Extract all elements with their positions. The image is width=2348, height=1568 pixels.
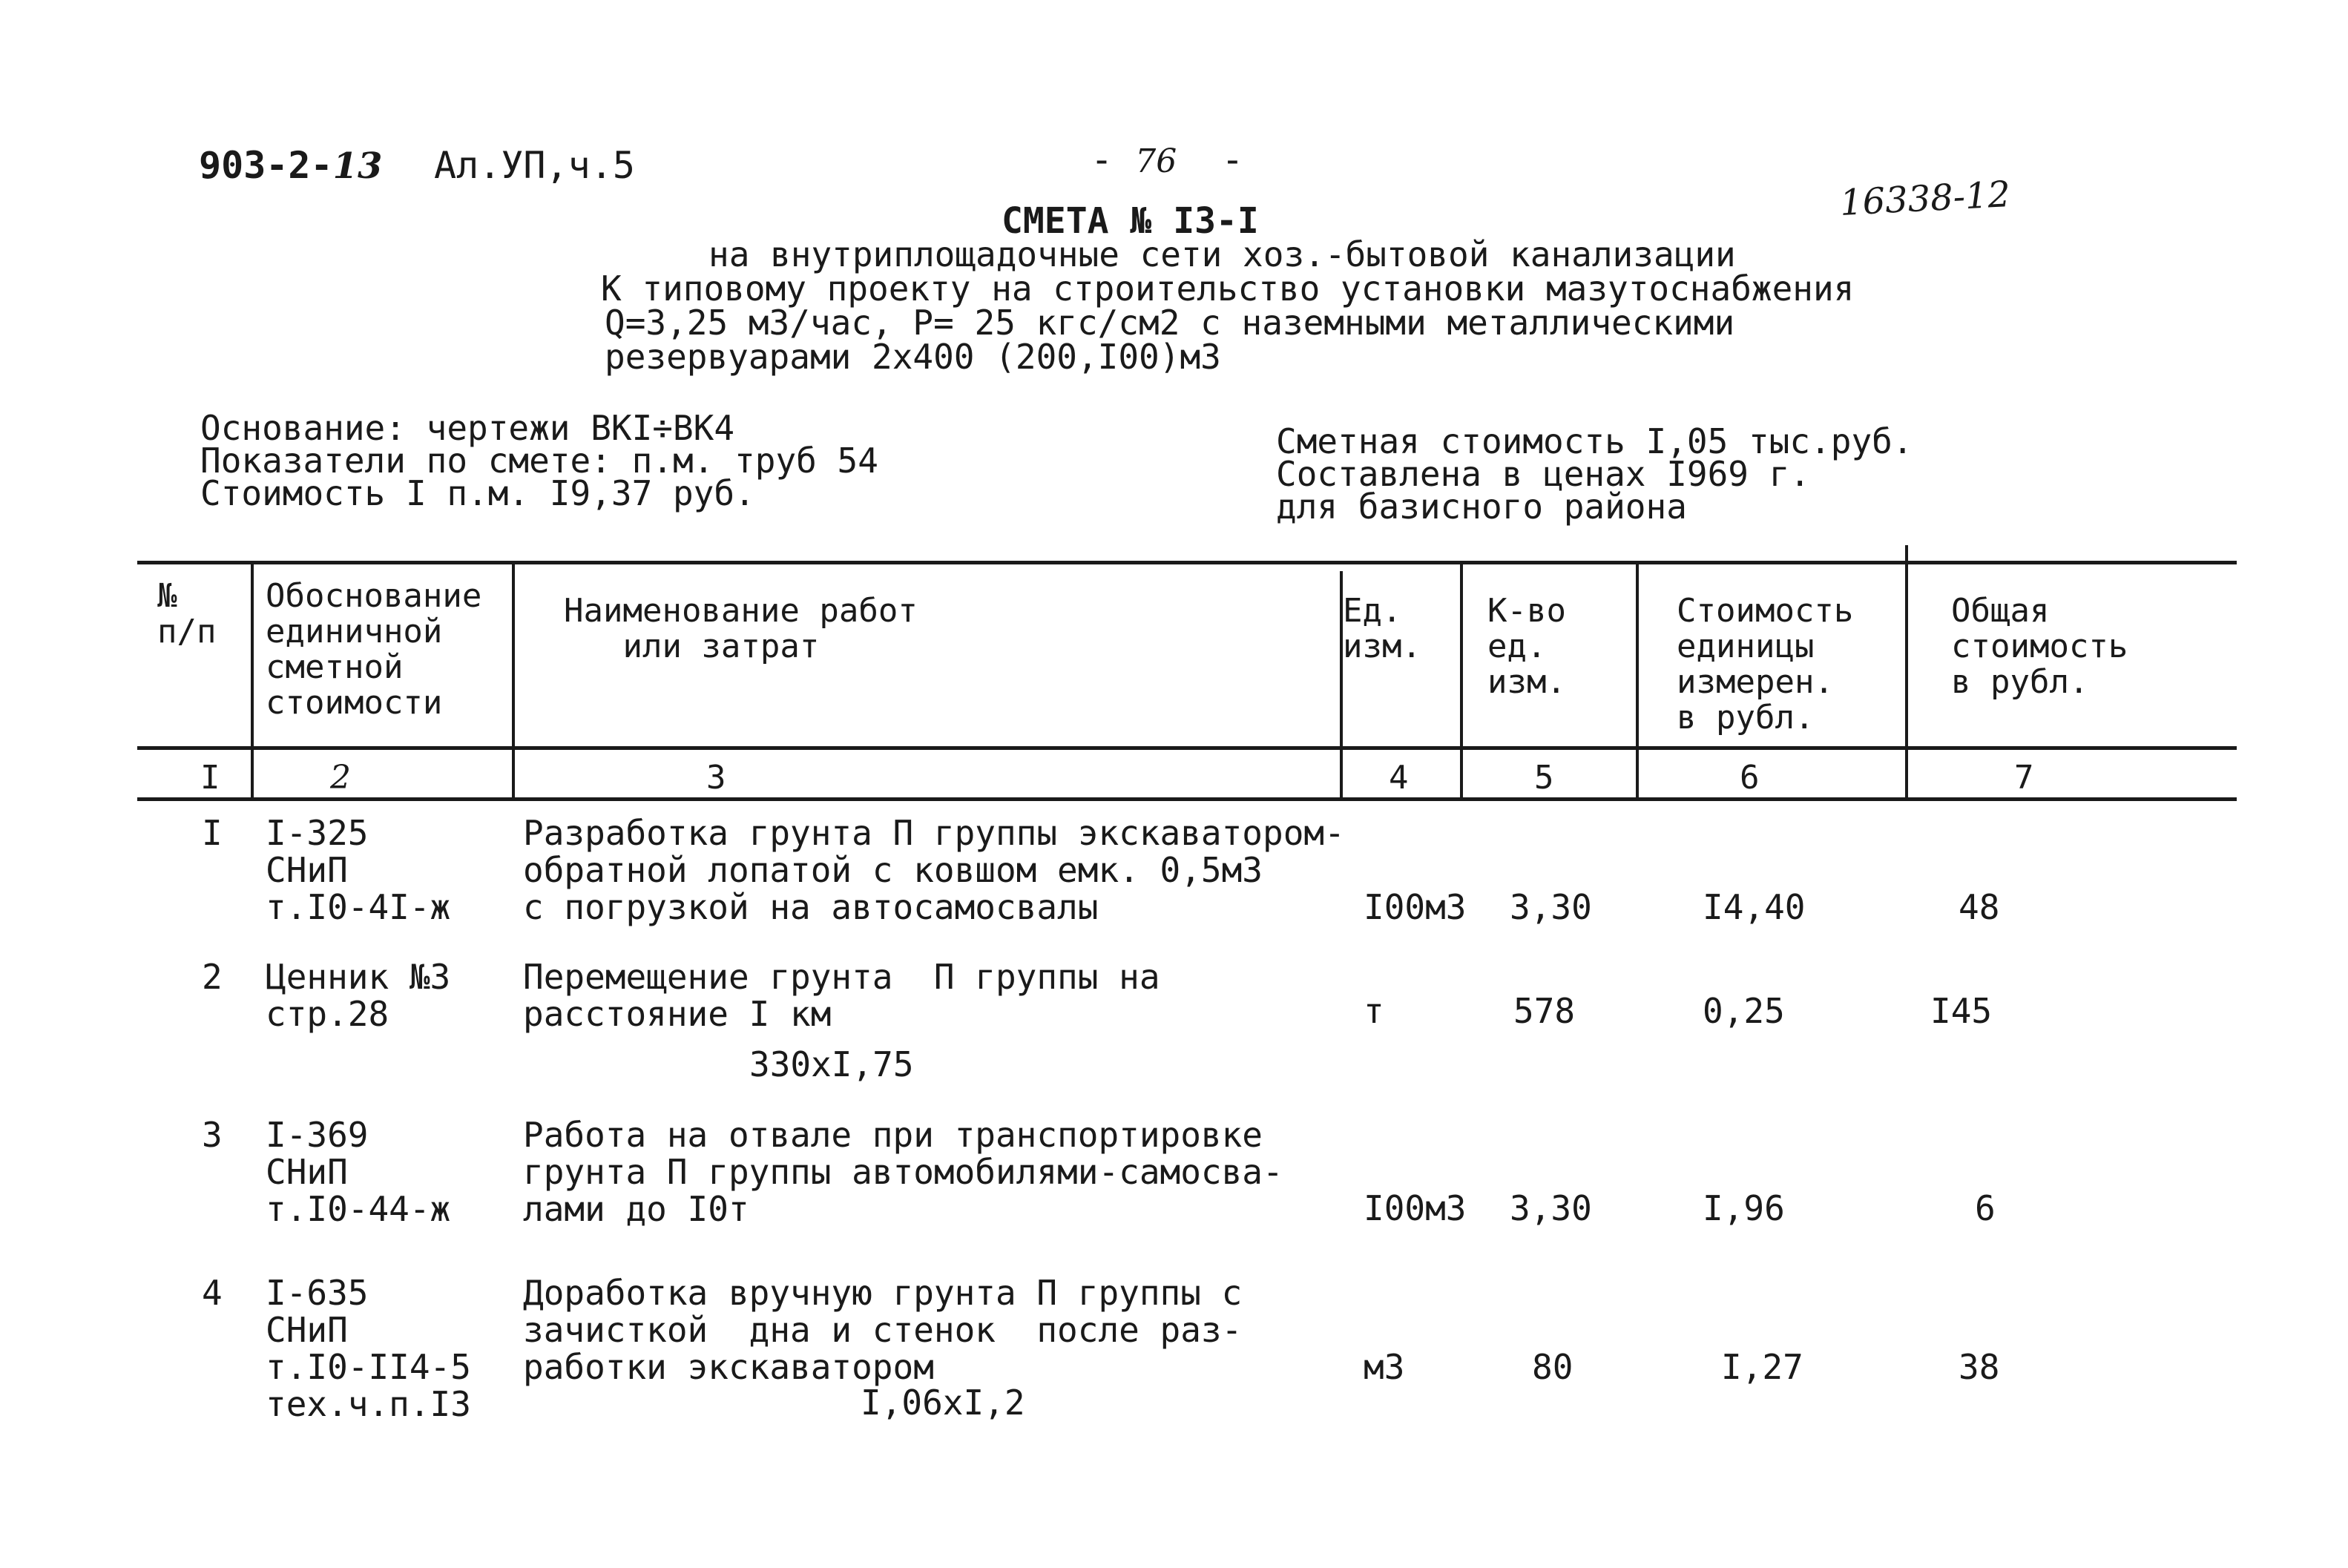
title-line-2: К типовому проекту на строительство установки мазутоснабжения (601, 269, 1855, 309)
header-total-cost: Общая стоимость в рубл. (1951, 592, 2128, 701)
page-number: - 76 - (1091, 138, 1244, 181)
title-line-4: резервуарами 2х400 (200,I00)м3 (605, 337, 1221, 377)
column-number-2: 2 (330, 759, 351, 797)
doc-code-prefix: 903-2- (199, 144, 333, 187)
row-work-name: Работа на отвале при транспортировке грунта П группы автомобилями-самосва- лами до I0т (523, 1115, 1283, 1229)
page-number-value: 76 (1135, 142, 1177, 180)
price-year: Составлена в ценах I969 г. (1276, 454, 1811, 494)
row-total: 38 (1959, 1347, 2000, 1387)
header-quantity: К-во ед. изм. (1487, 592, 1566, 701)
indicators-info: Показатели по смете: п.м. труб 54 (200, 441, 878, 481)
base-region: для базисного района (1276, 487, 1687, 527)
row-number: 3 (202, 1115, 223, 1155)
row-unit: т (1364, 991, 1384, 1031)
column-number-5: 5 (1534, 759, 1554, 797)
col-divider-1 (251, 561, 254, 801)
estimated-cost: Сметная стоимость I,05 тыс.руб. (1276, 421, 1913, 461)
header-work-name: Наименование работ или затрат (564, 592, 918, 665)
row-unit: I00м3 (1364, 887, 1467, 927)
title-line-3: Q=3,25 м3/час, P= 25 кгс/см2 с наземными металлическими (605, 303, 1735, 343)
table-header-rule (137, 746, 2237, 750)
row-total: 48 (1959, 887, 2000, 927)
column-number-1: I (200, 759, 220, 797)
row-basis: Ценник №3 стр.28 (266, 957, 451, 1034)
header-unit: Ед. изм. (1343, 592, 1421, 665)
row-number: 4 (202, 1273, 223, 1313)
col-divider-5 (1636, 561, 1639, 801)
row-number: 2 (202, 957, 223, 997)
row-total: I45 (1930, 991, 1993, 1031)
row-basis: I-635 СНиП т.I0-II4-5 тех.ч.п.I3 (266, 1273, 471, 1424)
row-unit-cost: I4,40 (1703, 887, 1806, 927)
row-basis: I-369 СНиП т.I0-44-ж (266, 1115, 451, 1229)
title-line-1: на внутриплощадочные сети хоз.-бытовой канализации (708, 234, 1736, 274)
row-quantity: 80 (1532, 1347, 1573, 1387)
column-number-6: 6 (1740, 759, 1760, 797)
row-quantity: 3,30 (1510, 1188, 1592, 1228)
row-unit-cost: 0,25 (1703, 991, 1785, 1031)
header-basis: Обоснование единичной сметной стоимости (266, 577, 482, 722)
row-quantity: 578 (1513, 991, 1576, 1031)
unit-cost-info: Стоимость I п.м. I9,37 руб. (200, 473, 755, 513)
row-unit: I00м3 (1364, 1188, 1467, 1228)
row-unit-cost: I,27 (1721, 1347, 1803, 1387)
header-unit-cost: Стоимость единицы измерен. в рубл. (1677, 592, 1854, 737)
column-number-4: 4 (1389, 759, 1409, 797)
header-row-number: № п/п (157, 577, 217, 650)
row-unit: м3 (1364, 1347, 1405, 1387)
col-divider-2 (512, 561, 515, 801)
column-number-7: 7 (2014, 759, 2034, 797)
col-divider-4 (1460, 561, 1463, 801)
row-work-name: Доработка вручную грунта П группы с зачисткой дна и стенок после раз- работки экскаватором (523, 1273, 1243, 1387)
doc-code-handwritten: 13 (332, 145, 383, 187)
row-basis: I-325 СНиП т.I0-4I-ж (266, 813, 451, 927)
row-work-name: Перемещение грунта П группы на расстояние I км (523, 957, 1160, 1034)
row-calc-note: 330хI,75 (749, 1044, 914, 1084)
row-number: I (202, 813, 223, 853)
doc-code (199, 144, 383, 187)
row-quantity: 3,30 (1510, 887, 1592, 927)
album-ref: Ал.УП,ч.5 (434, 144, 635, 187)
col-divider-6 (1905, 545, 1908, 801)
table-numbers-rule (137, 797, 2237, 801)
row-unit-cost: I,96 (1703, 1188, 1785, 1228)
row-calc-note: I,06хI,2 (861, 1383, 1025, 1423)
column-number-3: 3 (706, 759, 726, 797)
archive-number: 16338-12 (1838, 174, 2012, 224)
basis-info: Основание: чертежи ВКI÷ВК4 (200, 408, 735, 448)
table-top-rule (137, 561, 2237, 564)
estimate-title: СМЕТА № I3-I (1002, 200, 1259, 242)
row-work-name: Разработка грунта П группы экскаватором- обратной лопатой с ковшом емк. 0,5м3 с погрузкой на автосамосвалы (523, 813, 1345, 927)
row-total: 6 (1975, 1188, 1996, 1228)
